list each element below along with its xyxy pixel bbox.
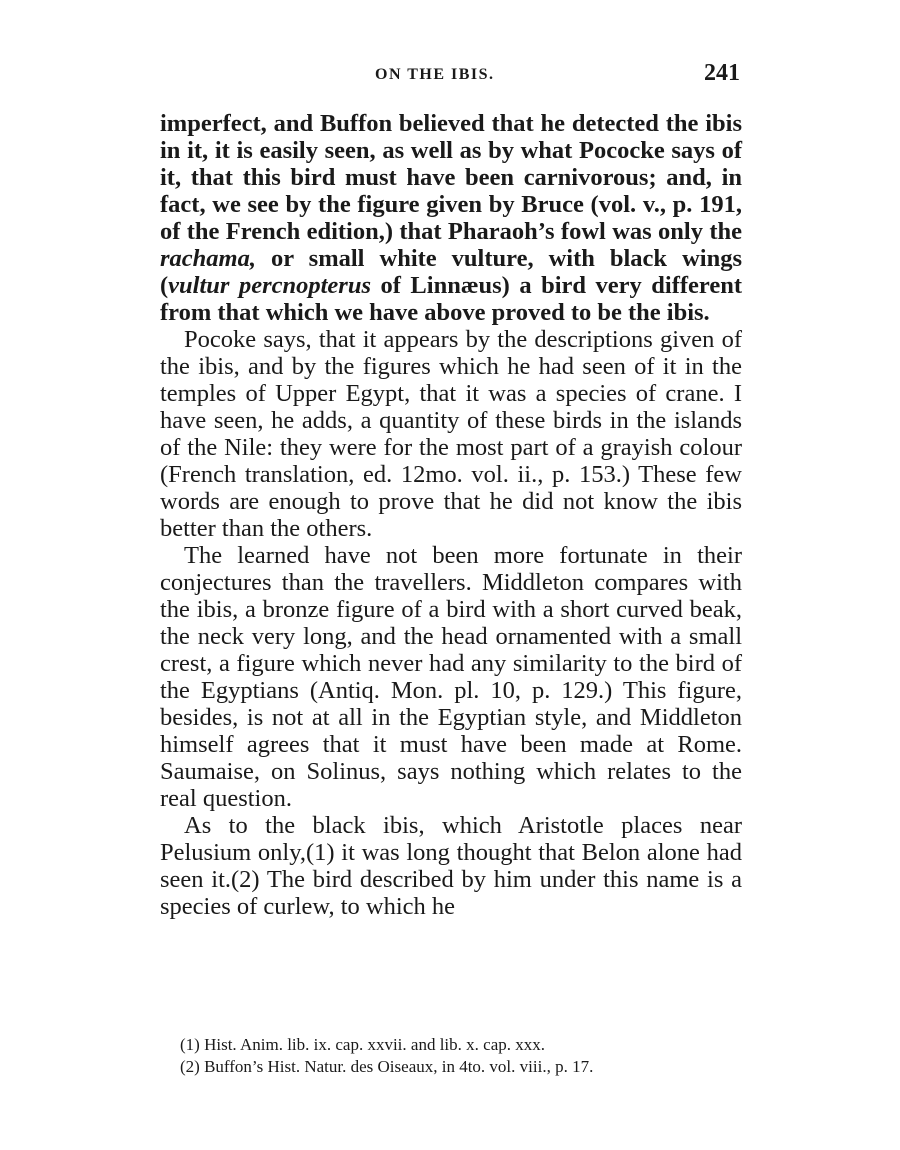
running-title: ON THE IBIS. [375,66,495,83]
paragraph-2 [160,326,742,542]
footnote-2: (2) Buffon’s Hist. Natur. des Oiseaux, in 4to. vol. viii., p. 17. [180,1057,594,1076]
paragraph-1-segment-3: or small white vulture, with black wings ( [160,245,742,299]
footnotes [180,1034,740,1078]
page-number: 241 [704,60,740,86]
paragraph-1-segment-4: vultur percnopterus [168,272,371,299]
body-text [160,110,742,920]
paragraph-4 [160,812,742,920]
paragraph-3 [160,542,742,812]
paragraph-1-segment-1: imperfect, and Buffon believed that he detected the ibis in it, it is easily seen, as well as by what Pococke says of it, that this bird must have been carnivorous; and, in fact, we see by the figure given by Bruce (vol. v., p. 191, of the French edition,) that Pharaoh’s fowl was only the [160,110,742,245]
page-header [160,60,740,96]
paragraph-2-text: Pocoke says, that it appears by the descriptions given of the ibis, and by the figures which he had seen of it in the temples of Upper Egypt, that it was a species of crane. I have seen, he adds, a quantity of these birds in the islands of the Nile: they were for the most part of a grayish colour (French translation, ed. 12mo. vol. ii., p. 153.) These few words are enough to prove that he did not know the ibis better than the others. [160,326,742,542]
paragraph-1-segment-2: rachama, [160,245,256,272]
paragraph-3-text: The learned have not been more fortunate in their conjectures than the travellers. Middleton compares with the ibis, a bronze figure of a bird with a short curved beak, the neck very long, and the head ornamented with a small crest, a figure which never had any similarity to the bird of the Egyptians (Antiq. Mon. pl. 10, p. 129.) This figure, besides, is not at all in the Egyptian style, and Middleton himself agrees that it must have been made at Rome. Saumaise, on Solinus, says nothing which relates to the real question. [160,542,742,812]
paragraph-1 [160,110,742,326]
paragraph-4-text: As to the black ibis, which Aristotle places near Pelusium only,(1) it was long thought that Belon alone had seen it.(2) The bird described by him under this name is a species of curlew, to which he [160,812,742,920]
footnote-1: (1) Hist. Anim. lib. ix. cap. xxvii. and lib. x. cap. xxx. [180,1035,545,1054]
paragraph-1-segment-5: of Linnæus) a bird very different from that which we have above proved to be the ibis. [160,272,743,326]
